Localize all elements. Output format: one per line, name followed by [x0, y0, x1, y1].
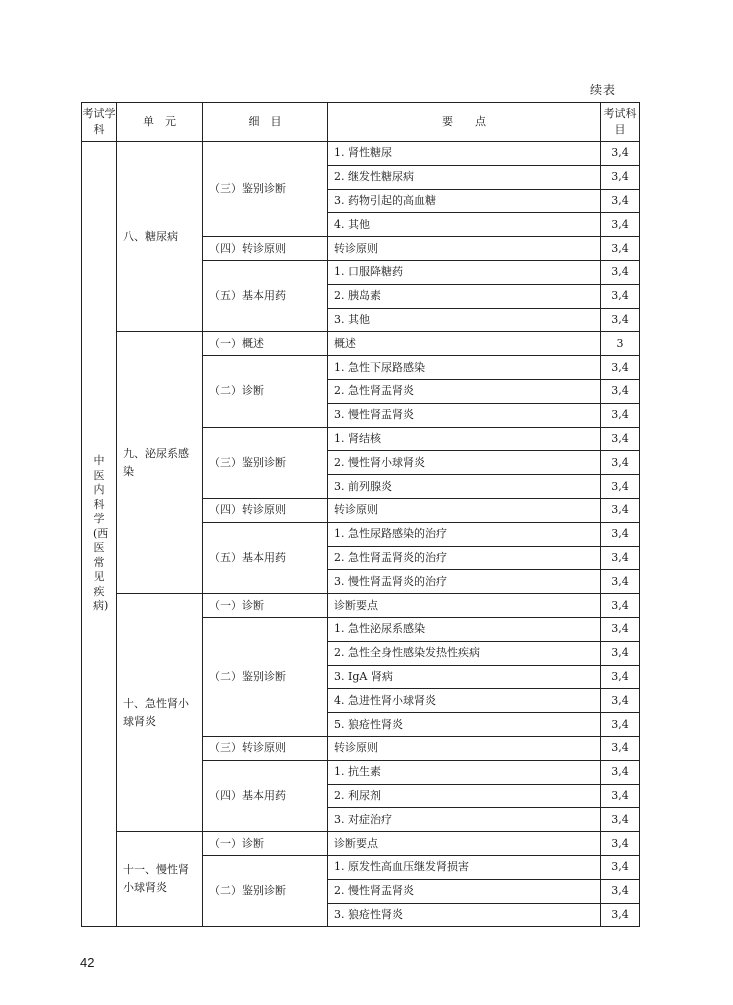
item-cell: （二）鉴别诊断: [203, 617, 328, 736]
code-cell: 3,4: [601, 784, 640, 808]
code-cell: 3,4: [601, 379, 640, 403]
code-cell: 3: [601, 332, 640, 356]
code-cell: 3,4: [601, 522, 640, 546]
point-cell: 诊断要点: [328, 594, 601, 618]
code-cell: 3,4: [601, 641, 640, 665]
code-cell: 3,4: [601, 617, 640, 641]
point-cell: 1. 口服降糖药: [328, 260, 601, 284]
item-cell: （五）基本用药: [203, 522, 328, 593]
point-cell: 2. 胰岛素: [328, 284, 601, 308]
point-cell: 4. 其他: [328, 213, 601, 237]
table-row: [82, 332, 640, 356]
subject-cell: [82, 142, 117, 927]
code-cell: 3,4: [601, 189, 640, 213]
point-cell: 3. IgA 肾病: [328, 665, 601, 689]
unit-cell: 十、急性肾小球肾炎: [117, 594, 203, 832]
table-row: [82, 594, 640, 618]
point-cell: 3. 对症治疗: [328, 808, 601, 832]
code-cell: 3,4: [601, 546, 640, 570]
code-cell: 3,4: [601, 308, 640, 332]
point-cell: 1. 急性下尿路感染: [328, 356, 601, 380]
item-cell: （四）基本用药: [203, 760, 328, 831]
header-item: 细 目: [203, 103, 328, 142]
item-cell: （二）诊断: [203, 356, 328, 427]
code-cell: 3,4: [601, 736, 640, 760]
code-cell: 3,4: [601, 142, 640, 166]
code-cell: 3,4: [601, 855, 640, 879]
code-cell: 3,4: [601, 879, 640, 903]
point-cell: 1. 急性泌尿系感染: [328, 617, 601, 641]
point-cell: 3. 狼疮性肾炎: [328, 903, 601, 927]
code-cell: 3,4: [601, 665, 640, 689]
item-cell: （三）鉴别诊断: [203, 427, 328, 498]
code-cell: 3,4: [601, 689, 640, 713]
code-cell: 3,4: [601, 594, 640, 618]
point-cell: 3. 慢性肾盂肾炎的治疗: [328, 570, 601, 594]
header-code: 考试科目: [601, 103, 640, 142]
code-cell: 3,4: [601, 165, 640, 189]
point-cell: 2. 急性肾盂肾炎: [328, 379, 601, 403]
code-cell: 3,4: [601, 451, 640, 475]
code-cell: 3,4: [601, 475, 640, 499]
code-cell: 3,4: [601, 498, 640, 522]
code-cell: 3,4: [601, 403, 640, 427]
point-cell: 2. 慢性肾盂肾炎: [328, 879, 601, 903]
item-cell: （四）转诊原则: [203, 237, 328, 261]
point-cell: 转诊原则: [328, 237, 601, 261]
code-cell: 3,4: [601, 808, 640, 832]
table-row: [82, 142, 640, 166]
point-cell: 2. 急性全身性感染发热性疾病: [328, 641, 601, 665]
item-cell: （一）概述: [203, 332, 328, 356]
unit-cell: 十一、慢性肾小球肾炎: [117, 832, 203, 927]
point-cell: 3. 前列腺炎: [328, 475, 601, 499]
point-cell: 诊断要点: [328, 832, 601, 856]
point-cell: 3. 其他: [328, 308, 601, 332]
point-cell: 2. 利尿剂: [328, 784, 601, 808]
subject-text: 中医内科学(西医常见疾病): [93, 454, 109, 613]
point-cell: 1. 抗生素: [328, 760, 601, 784]
point-cell: 1. 肾性糖尿: [328, 142, 601, 166]
point-cell: 1. 急性尿路感染的治疗: [328, 522, 601, 546]
point-cell: 3. 慢性肾盂肾炎: [328, 403, 601, 427]
unit-cell: 八、糖尿病: [117, 142, 203, 332]
point-cell: 2. 慢性肾小球肾炎: [328, 451, 601, 475]
point-cell: 4. 急进性肾小球肾炎: [328, 689, 601, 713]
code-cell: 3,4: [601, 260, 640, 284]
point-cell: 1. 肾结核: [328, 427, 601, 451]
header-row: [82, 103, 640, 142]
code-cell: 3,4: [601, 356, 640, 380]
item-cell: （五）基本用药: [203, 260, 328, 331]
header-unit: 单 元: [117, 103, 203, 142]
point-cell: 转诊原则: [328, 736, 601, 760]
header-point: 要 点: [328, 103, 601, 142]
item-cell: （四）转诊原则: [203, 498, 328, 522]
point-cell: 3. 药物引起的高血糖: [328, 189, 601, 213]
continued-label: 续表: [590, 83, 617, 97]
point-cell: 1. 原发性高血压继发肾损害: [328, 855, 601, 879]
code-cell: 3,4: [601, 903, 640, 927]
item-cell: （一）诊断: [203, 832, 328, 856]
code-cell: 3,4: [601, 427, 640, 451]
code-cell: 3,4: [601, 713, 640, 737]
unit-cell: 九、泌尿系感染: [117, 332, 203, 594]
point-cell: 5. 狼疮性肾炎: [328, 713, 601, 737]
item-cell: （一）诊断: [203, 594, 328, 618]
point-cell: 概述: [328, 332, 601, 356]
page-number: 42: [80, 955, 95, 970]
item-cell: （三）转诊原则: [203, 736, 328, 760]
code-cell: 3,4: [601, 284, 640, 308]
point-cell: 2. 急性肾盂肾炎的治疗: [328, 546, 601, 570]
code-cell: 3,4: [601, 760, 640, 784]
code-cell: 3,4: [601, 213, 640, 237]
code-cell: 3,4: [601, 570, 640, 594]
code-cell: 3,4: [601, 832, 640, 856]
syllabus-table: [81, 102, 640, 927]
table-row: [82, 832, 640, 856]
item-cell: （三）鉴别诊断: [203, 142, 328, 237]
point-cell: 转诊原则: [328, 498, 601, 522]
item-cell: （二）鉴别诊断: [203, 855, 328, 926]
code-cell: 3,4: [601, 237, 640, 261]
point-cell: 2. 继发性糖尿病: [328, 165, 601, 189]
header-subject: 考试学科: [82, 103, 117, 142]
